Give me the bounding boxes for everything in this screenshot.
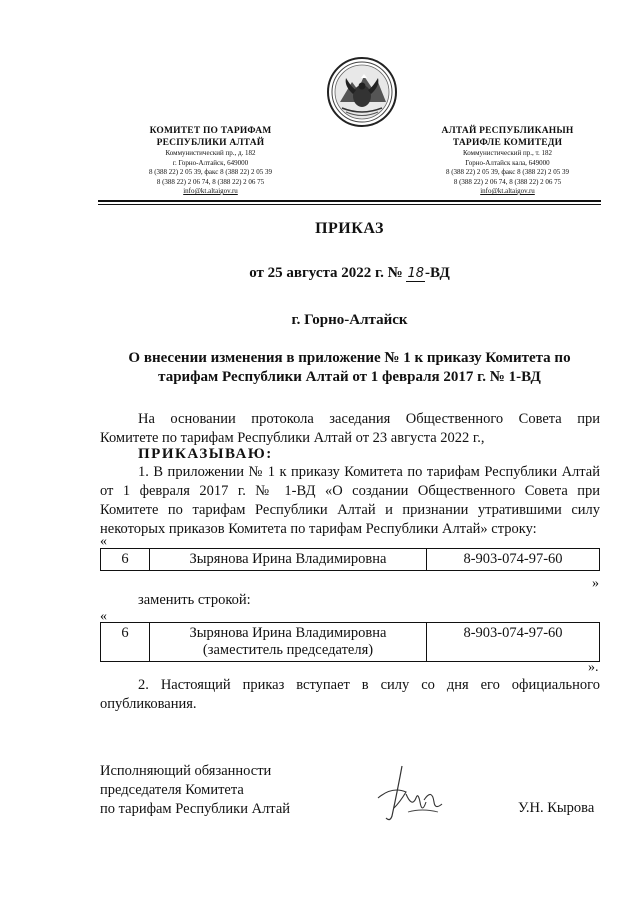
old-row-phone: 8-903-074-97-60 (427, 549, 600, 571)
emblem-icon (326, 56, 398, 128)
header-right-phone1: 8 (388 22) 2 05 39, факс 8 (388 22) 2 05 39 (445, 168, 570, 176)
basis-paragraph (100, 410, 600, 448)
new-row-name-line2: (заместитель председателя) (202, 642, 374, 658)
header-divider-thin (98, 204, 601, 205)
document-city: г. Горно-Алтайск (291, 312, 408, 328)
quote-open-2: « (100, 609, 107, 624)
coat-of-arms-emblem (326, 56, 398, 128)
number-suffix: -ВД (425, 265, 450, 281)
signature-position (100, 762, 340, 819)
item1-line1: 1. В приложении № 1 к приказу Комитета по тарифам Республики Алтай (138, 464, 600, 480)
table-row (101, 549, 600, 571)
new-row-phone: 8-903-074-97-60 (427, 623, 600, 662)
header-right (405, 125, 610, 197)
document-title: ПРИКАЗ (315, 220, 384, 237)
replace-text: заменить строкой: (138, 592, 251, 608)
item1-line2: от 1 февраля 2017 г. № 1-ВД «О создании Общественного Совета при (100, 483, 600, 499)
signature-position-line2: председателя Комитета (100, 782, 244, 798)
quote-close-2: ». (588, 660, 599, 675)
header-right-address1: Коммунистический пр., т. 182 (462, 149, 553, 157)
item2-line2: опубликования. (100, 696, 197, 712)
item2-paragraph (100, 676, 600, 714)
item2-line1: 2. Настоящий приказ вступает в силу со дня его официального (138, 677, 600, 693)
header-right-org-line1: АЛТАЙ РЕСПУБЛИКАНЫН (441, 126, 574, 136)
header-left-phone2: 8 (388 22) 2 06 74, 8 (388 22) 2 06 75 (156, 177, 265, 186)
handwritten-number: 18 (407, 266, 425, 281)
header-left-phone1: 8 (388 22) 2 05 39, факс 8 (388 22) 2 05 39 (148, 168, 273, 176)
basis-line1: На основании протокола заседания Общественного Совета при (138, 411, 600, 427)
date-prefix: от 25 августа 2022 г. № (249, 265, 403, 281)
header-left-address2: г. Горно-Алтайск, 649000 (172, 158, 249, 167)
subject-line2: тарифам Республики Алтай от 1 февраля 2017 г. № 1-ВД (158, 369, 541, 385)
header-left-address1: Коммунистический пр., д. 182 (165, 149, 256, 157)
header-left (108, 125, 313, 197)
new-row-num: 6 (101, 623, 150, 662)
header-left-email[interactable]: info@kt.altaigov.ru (183, 187, 238, 195)
header-right-address2: Горно-Алтайск кала, 649000 (465, 158, 550, 167)
header-right-phone2: 8 (388 22) 2 06 74, 8 (388 22) 2 06 75 (453, 177, 562, 186)
document-date-number (98, 265, 601, 282)
quote-open-1: « (100, 534, 107, 549)
signatory-name: У.Н. Кырова (518, 800, 595, 816)
basis-line2: Комитете по тарифам Республики Алтай от 23 августа 2022 г., (100, 430, 485, 446)
new-row-table (100, 622, 600, 662)
header-left-org-line2: РЕСПУБЛИКИ АЛТАЙ (156, 138, 265, 148)
header-left-org-line1: КОМИТЕТ ПО ТАРИФАМ (149, 126, 272, 136)
old-row-table (100, 548, 600, 571)
header-right-email[interactable]: info@kt.altaigov.ru (480, 187, 535, 195)
subject-line1: О внесении изменения в приложение № 1 к приказу Комитета по (128, 350, 571, 366)
header-divider-thick (98, 200, 601, 202)
item1-line4: некоторых приказов Комитета по тарифам Республики Алтай» строку: (100, 521, 537, 537)
signature-mark (372, 758, 452, 828)
new-row-name-line1: Зырянова Ирина Владимировна (189, 625, 387, 641)
document-subject (98, 349, 601, 387)
signature-position-line3: по тарифам Республики Алтай (100, 801, 291, 817)
item1-paragraph (100, 463, 600, 539)
table-row (101, 623, 600, 662)
old-row-name: Зырянова Ирина Владимировна (150, 549, 427, 571)
signature-position-line1: Исполняющий обязанности (100, 763, 272, 779)
quote-close-1: » (592, 576, 599, 591)
handwritten-signature-icon (372, 758, 452, 828)
old-row-num: 6 (101, 549, 150, 571)
new-row-name (150, 623, 427, 662)
header-right-org-line2: ТАРИФЛЕ КОМИТЕДИ (452, 138, 563, 148)
order-word: ПРИКАЗЫВАЮ: (138, 446, 273, 462)
item1-line3: Комитете по тарифам Республики Алтай и признании утратившими силу (100, 502, 600, 518)
